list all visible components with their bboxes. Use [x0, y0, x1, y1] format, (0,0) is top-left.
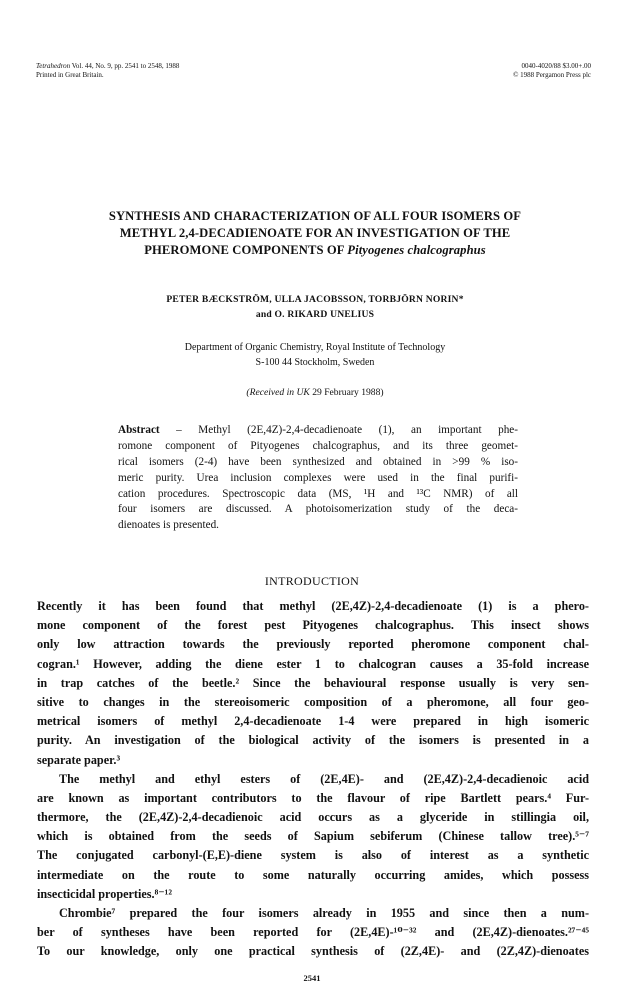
body-line: cogran.¹ However, adding the diene ester 1 to chalcogran causes a 35-fold increase [37, 656, 589, 671]
title-line-3: PHEROMONE COMPONENTS OF Pityogenes chalcographus [144, 243, 486, 257]
journal-name: Tetrahedron [36, 62, 71, 70]
abstract-line: romone component of Pityogenes chalcographus, and its three geomet- [118, 439, 518, 452]
abstract-line: meric purity. Urea inclusion complexes were used in the final purifi- [118, 471, 518, 484]
abstract-line: cation procedures. Spectroscopic data (MS, ¹H and ¹³C NMR) of all [118, 487, 518, 500]
body-line: thermore, the (2E,4Z)-2,4-decadienoic acid occurs as a glyceride in stillingia oil, [37, 810, 589, 825]
section-heading: INTRODUCTION [264, 574, 360, 588]
journal-header-right [513, 62, 591, 80]
body-line: metrical isomers of methyl 2,4-decadienoate 1-4 were prepared in high isomeric [37, 714, 589, 729]
body-line: only low attraction towards the previously reported pheromone component chal- [37, 637, 589, 652]
body-line: intermediate on the route to some naturally occurring amides, which possess [37, 867, 589, 882]
body-line: Recently it has been found that methyl (2E,4Z)-2,4-decadienoate (1) is a phero- [37, 599, 589, 613]
title-line-1: SYNTHESIS AND CHARACTERIZATION OF ALL FOUR ISOMERS OF [108, 209, 522, 223]
affiliation-line-1: Department of Organic Chemistry, Royal Institute of Technology [184, 342, 446, 353]
abstract-line: rical isomers (2-4) have been synthesized and obtained in >99 % iso- [118, 455, 518, 468]
body-line: separate paper.³ [37, 752, 121, 767]
printed-line: Printed in Great Britain. [36, 71, 104, 79]
body-line: To our knowledge, only one practical synthesis of (2Z,4E)- and (2Z,4Z)-dienoates [37, 944, 589, 959]
abstract [118, 423, 518, 534]
abstract-line: dienoates is presented. [118, 519, 219, 532]
issn-price: 0040-4020/88 $3.00+.00 [521, 62, 591, 70]
journal-header-left [36, 62, 179, 80]
abstract-label: Abstract [118, 424, 160, 436]
introduction-body [37, 597, 589, 962]
body-line: The conjugated carbonyl-(E,E)-diene system is also of interest as a synthetic [37, 848, 589, 863]
abstract-line: four isomers are discussed. A photoisomerization study of the deca- [118, 503, 518, 516]
body-line: in trap catches of the beetle.² Since the behavioural response usually is very sen- [37, 675, 589, 690]
authors-line-2: and O. RIKARD UNELIUS [255, 309, 375, 320]
title-line-2: METHYL 2,4-DECADIENOATE FOR AN INVESTIGATION OF THE [119, 226, 511, 240]
affiliation-line-2: S-100 44 Stockholm, Sweden [255, 357, 375, 368]
body-line: ber of syntheses have been reported for (2E,4E)-¹⁰⁻³² and (2E,4Z)-dienoates.²⁷⁻⁴⁵ [37, 925, 589, 940]
body-line: mone component of the forest pest Pityogenes chalcographus. This insect shows [37, 618, 589, 633]
received-date: (Received in UK 29 February 1988) [246, 387, 384, 398]
abstract-line: Abstract – Methyl (2E,4Z)-2,4-decadienoate (1), an important phe- [118, 424, 518, 436]
journal-citation: Tetrahedron Vol. 44, No. 9, pp. 2541 to 2548, 1988 [36, 62, 180, 70]
body-line: sitive to changes in the stereoisomeric composition of a pheromone, all four geo- [37, 694, 589, 709]
body-line: are known as important contributors to the flavour of ripe Bartlett pears.⁴ Fur- [37, 790, 589, 805]
author-list [60, 292, 570, 322]
body-line: insecticidal properties.⁸⁻¹² [37, 886, 172, 901]
species-name: Pityogenes chalcographus [347, 243, 486, 257]
body-line: Chrombie⁷ prepared the four isomers already in 1955 and since then a num- [59, 906, 589, 920]
affiliation [60, 340, 570, 370]
paper-title [60, 208, 570, 259]
body-line: The methyl and ethyl esters of (2E,4E)- and (2E,4Z)-2,4-decadienoic acid [59, 771, 589, 786]
authors-line-1: PETER BÆCKSTRÖM, ULLA JACOBSSON, TORBJÖRN NORIN* [166, 294, 464, 305]
body-line: which is obtained from the seeds of Sapium sebiferum (Chinese tallow tree).⁵⁻⁷ [37, 829, 589, 844]
body-line: purity. An investigation of the biological activity of the isomers is presented in a [37, 733, 589, 748]
page-number: 2541 [303, 973, 321, 983]
copyright: © 1988 Pergamon Press plc [513, 71, 591, 79]
